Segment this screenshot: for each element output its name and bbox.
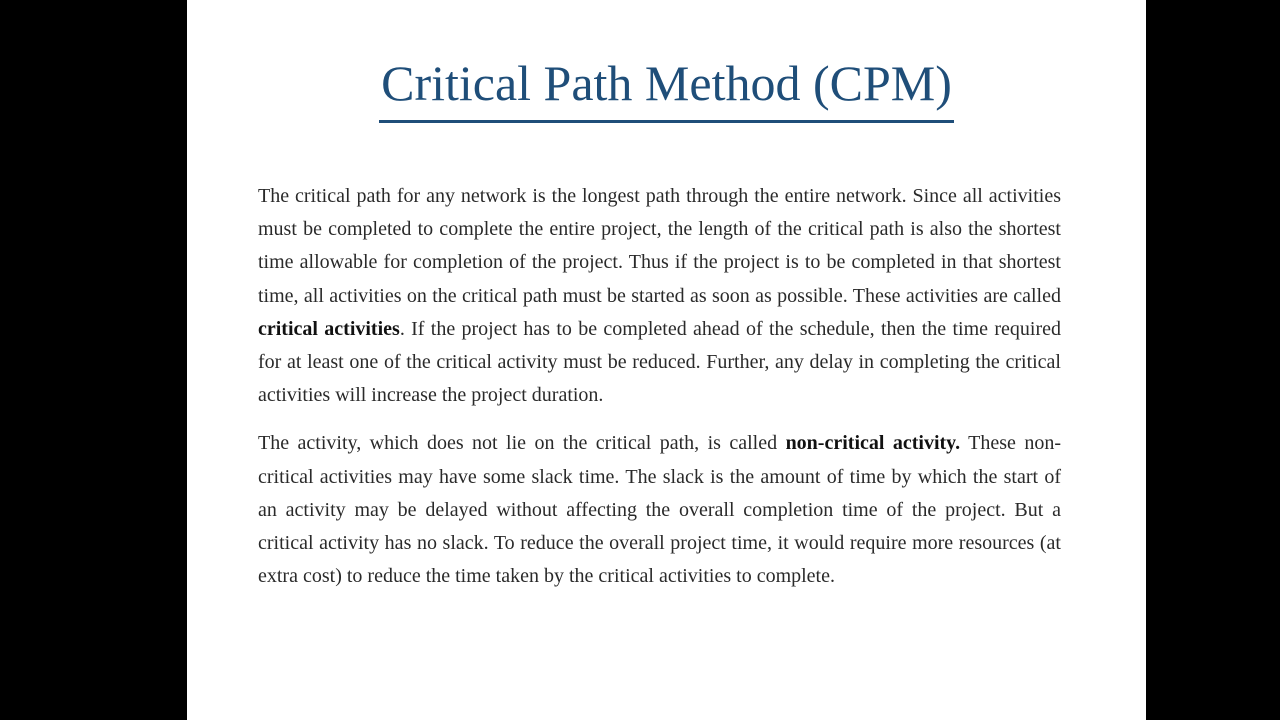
paragraph-1-text-start: The critical path for any network is the longest path through the entire network. Since all activities must be completed to complete the entire project, the length of the critical path is also the shortest time allowable for completion of the project. Thus if the project is to be completed in that shortest time, all activities on the critical path must be started as soon as possible. These activities are called: [258, 185, 1061, 307]
slide-title: [187, 48, 1146, 123]
paragraph-2-text-end: These non-critical activities may have some slack time. The slack is the amount of time by which the start of an activity may be delayed without affecting the overall completion time of the project. But a critical activity has no slack. To reduce the overall project time, it would require more resources (at extra cost) to reduce the time taken by the critical activities to complete.: [258, 432, 1062, 588]
paragraph-2-text-start: The activity, which does not lie on the critical path, is called: [258, 432, 786, 455]
paragraph-1-text-end: . If the project has to be completed ahead of the schedule, then the time required for at least one of the critical activity must be reduced. Further, any delay in completing the critical activities will increase the project duration.: [258, 317, 1061, 407]
slide-body: [258, 180, 1061, 608]
term-critical-activities: critical activities: [258, 317, 400, 340]
slide: [187, 0, 1146, 720]
paragraph-critical-path: [258, 180, 1061, 412]
term-non-critical-activity: non-critical activity.: [785, 432, 961, 455]
paragraph-non-critical: [258, 427, 1061, 593]
slide-title-text: Critical Path Method (CPM): [379, 48, 954, 123]
